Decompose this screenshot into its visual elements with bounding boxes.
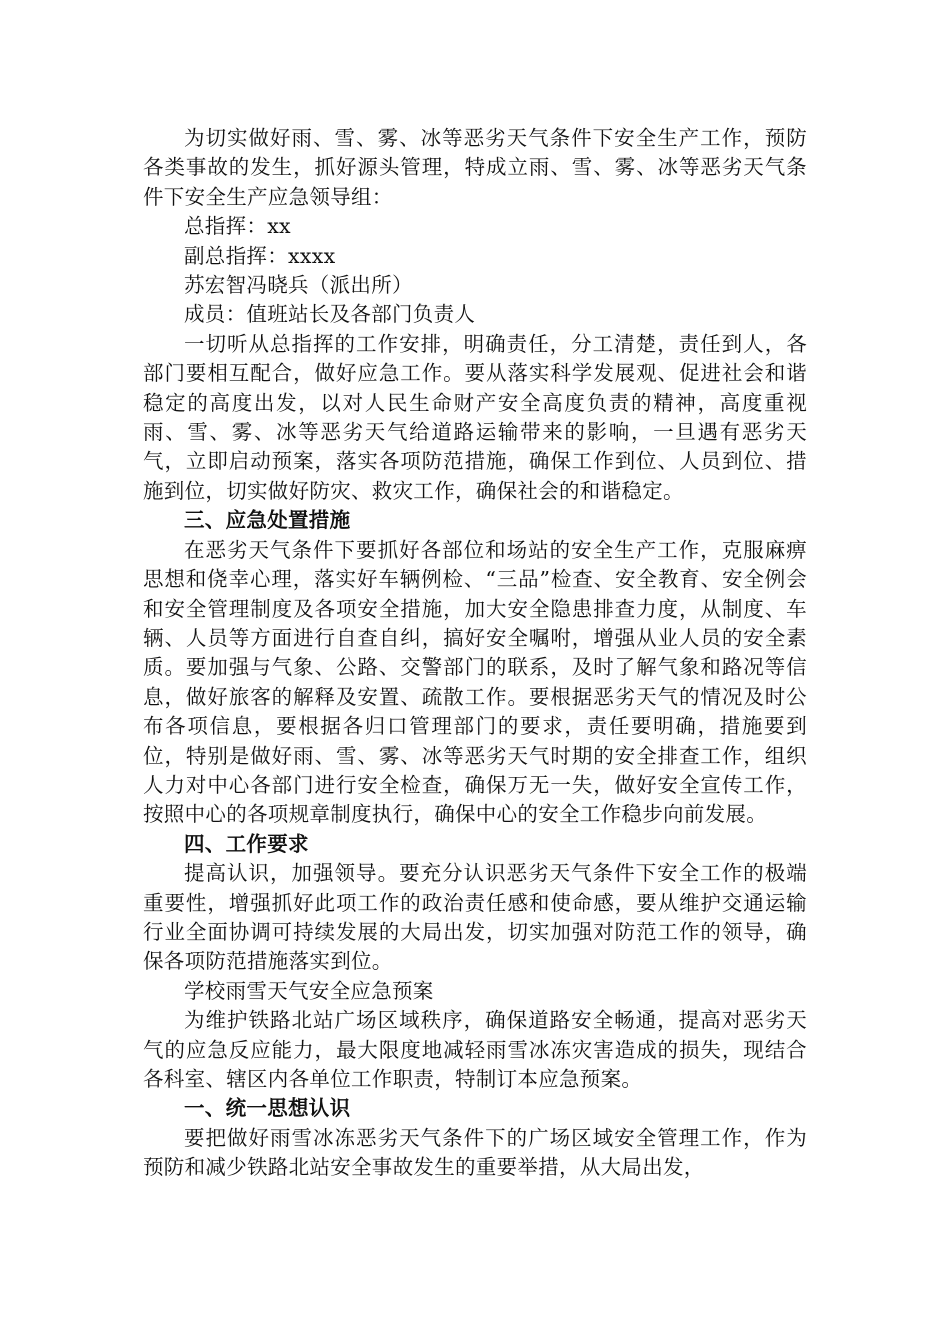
school-plan-title: 学校雨雪天气安全应急预案: [184, 978, 434, 1003]
section-heading-work-requirements: 四、工作要求: [184, 831, 309, 856]
document-body: [143, 124, 807, 1183]
members-line: 成员：值班站长及各部门负责人: [184, 302, 476, 327]
emergency-measures-paragraph: 在恶劣天气条件下要抓好各部位和场站的安全生产工作，克服麻痹思想和侥幸心理，落实好车辆例检、“三品”检查、安全教育、安全例会和安全管理制度及各项安全措施，加大安全隐患排查力度，从制度、车辆、人员等方面进行自查自纠，搞好安全嘱咐，增强从业人员的安全素质。要加强与气象、公路、交警部门的联系，及时了解气象和路况等信息，做好旅客的解释及安置、疏散工作。要根据恶劣天气的情况及时公布各项信息，要根据各归口管理部门的要求，责任要明确，措施要到位，特别是做好雨、雪、雾、冰等恶劣天气时期的安全排查工作，组织人力对中心各部门进行安全检查，确保万无一失，做好安全宣传工作，按照中心的各项规章制度执行，确保中心的安全工作稳步向前发展。: [143, 537, 807, 827]
commander-line: 总指挥：xx: [184, 214, 291, 239]
deputy-commander-line: 副总指挥：xxxx: [184, 243, 336, 268]
unify-thinking-paragraph: 要把做好雨雪冰冻恶劣天气条件下的广场区域安全管理工作，作为预防和减少铁路北站安全事故发生的重要举措，从大局出发，: [143, 1125, 807, 1180]
responsibility-paragraph: 一切听从总指挥的工作安排，明确责任，分工清楚，责任到人，各部门要相互配合，做好应急工作。要从落实科学发展观、促进社会和谐稳定的高度出发，以对人民生命财产安全高度负责的精神，高度重视雨、雪、雾、冰等恶劣天气给道路运输带来的影响，一旦遇有恶劣天气，立即启动预案，落实各项防范措施，确保工作到位、人员到位、措施到位，切实做好防灾、救灾工作，确保社会的和谐稳定。: [143, 331, 807, 503]
police-station-line: 苏宏智冯晓兵（派出所）: [184, 273, 413, 298]
section-heading-unify-thinking: 一、统一思想认识: [184, 1096, 351, 1121]
work-requirements-paragraph: 提高认识，加强领导。要充分认识恶劣天气条件下安全工作的极端重要性，增强抓好此项工作的政治责任感和使命感，要从维护交通运输行业全面协调可持续发展的大局出发，切实加强对防范工作的领导，确保各项防范措施落实到位。: [143, 861, 807, 974]
school-plan-intro-paragraph: 为维护铁路北站广场区域秩序，确保道路安全畅通，提高对恶劣天气的应急反应能力，最大限度地减轻雨雪冰冻灾害造成的损失，现结合各科室、辖区内各单位工作职责，特制订本应急预案。: [143, 1008, 807, 1091]
intro-paragraph: 为切实做好雨、雪、雾、冰等恶劣天气条件下安全生产工作，预防各类事故的发生，抓好源头管理，特成立雨、雪、雾、冰等恶劣天气条件下安全生产应急领导组：: [143, 126, 807, 209]
section-heading-emergency-measures: 三、应急处置措施: [184, 508, 351, 533]
